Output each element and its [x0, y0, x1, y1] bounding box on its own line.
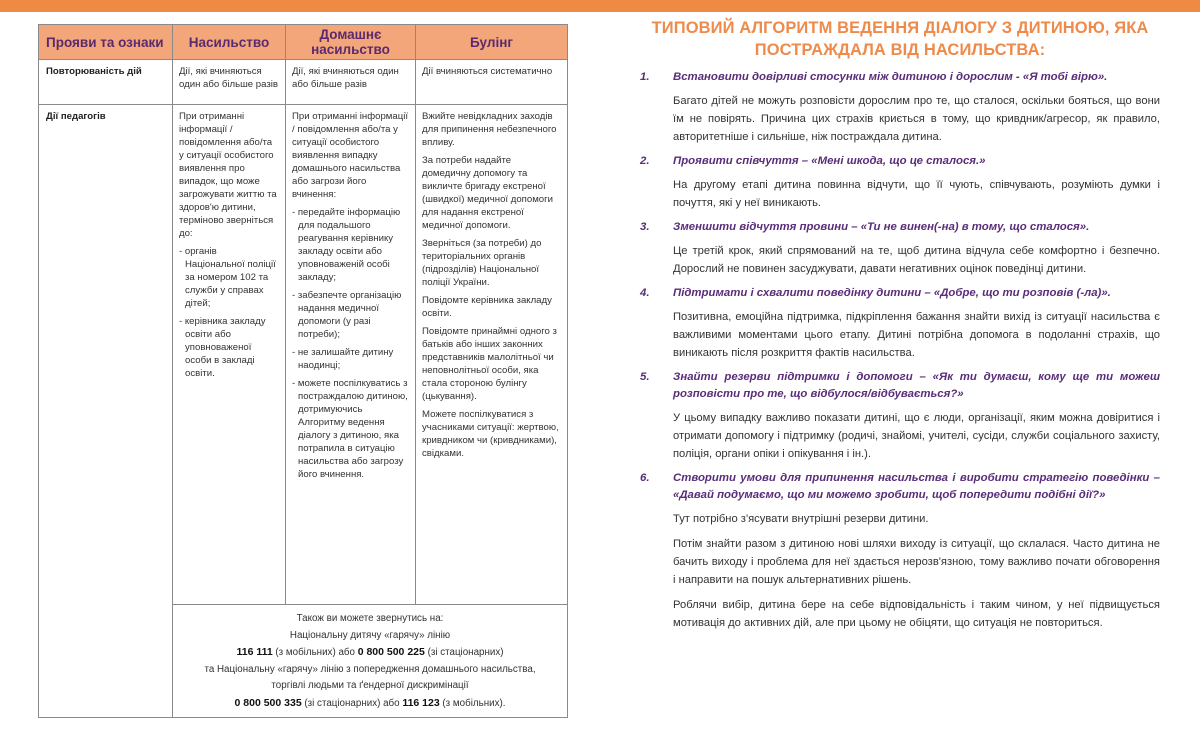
algorithm-step [640, 153, 1160, 212]
step-heading [640, 69, 1160, 86]
step-number: 2. [640, 155, 650, 167]
hotline-number: 0 800 500 335 [234, 696, 302, 709]
step-title: Підтримати і схвалити поведінку дитини – «Добре, що ти розповів (-ла)». [673, 287, 1111, 299]
step-paragraph: Позитивна, емоційна підтримка, підкріплення бажання знайти вихід із ситуації насильства є важливими моментами цього етапу. Дитині потрібна допомога в подоланні страхів, що виникають після розкриття фактів насильства. [673, 311, 1160, 359]
step-paragraph: У цьому випадку важливо показати дитині, що є люди, організації, яким можна довіритися і отримати допомогу і підтримку (родичі, знайомі, учителі, сусіди, служби соціального захисту, поліція, органи опіки і опікування і ін.). [673, 412, 1160, 460]
step-body [673, 242, 1160, 278]
comparison-table-page [38, 24, 567, 718]
cell-bullet: - передайте інформацію для подальшого реагування керівнику закладу освіти або уповноваженій особі закладу; [292, 207, 401, 283]
cell-paragraph: При отриманні інформації / повідомлення або/та у ситуації особистого виявлення про випадок, що може загрожувати життю та здоров'ю дитини, терміново зверніться до: [179, 111, 277, 239]
step-number: 1. [640, 71, 650, 83]
cell-bullet: - можете поспілкуватись з постраждалою дитиною, дотримуючись Алгоритму ведення діалогу з дитиною, яка потрапила в ситуацію насильства або загрозу його вчинення. [292, 378, 408, 480]
hotline-children-label: Національну дитячу «гарячу» лінію [289, 629, 451, 641]
step-title: Знайти резерви підтримки і допомоги – «Як ти думаєш, кому ще ти можеш розповісти про те, що відбулося/відбувається?» [673, 371, 1160, 400]
cell-violence-actions [173, 105, 286, 605]
cell-bullet: - керівника закладу освіти або уповноваженої особи в закладі освіти. [179, 316, 266, 379]
step-paragraph: Багато дітей не можуть розповісти дорослим про те, що сталося, оскільки бояться, що вони їм не повірять. Причина цих страхів криється в тому, що кривдник/агресор, як правило, авторитетніше і сильніше, ніж постраждала дитина. [673, 95, 1160, 143]
cell-paragraph: Зверніться (за потреби) до територіальних органів (підрозділів) Національної поліції України. [422, 238, 542, 288]
table-header-row [39, 25, 568, 60]
step-heading [640, 219, 1160, 236]
row-label-teacher-actions: Дії педагогів [39, 105, 173, 718]
step-title: Проявити співчуття – «Мені шкода, що це сталося.» [673, 155, 986, 167]
hotline-domestic-label-2: торгівлі людьми та ґендерної дискримінації [271, 680, 469, 691]
cell-domestic-actions [286, 105, 416, 605]
header-bullying: Булінг [416, 25, 568, 60]
algorithm-steps [640, 69, 1160, 632]
step-number: 3. [640, 221, 650, 233]
table-row [39, 105, 568, 605]
algorithm-title: ТИПОВИЙ АЛГОРИТМ ВЕДЕННЯ ДІАЛОГУ З ДИТИНОЮ, ЯКА ПОСТРАЖДАЛА ВІД НАСИЛЬСТВА: [651, 19, 1149, 59]
hotline-info [173, 605, 568, 718]
hotline-domestic-numbers [179, 695, 561, 713]
cell-paragraph: Вжийте невідкладних заходів для припинення небезпечного впливу. [422, 111, 557, 148]
step-title: Створити умови для припинення насильства і виробити стратегію поведінки – «Давай подумаємо, що ми можемо зробити, щоб попередити подібні дії?» [673, 472, 1160, 501]
step-heading [640, 470, 1160, 504]
step-paragraph: Роблячи вибір, дитина бере на себе відповідальність і таким чином, у неї підвищується мотивація до активних дій, але при цьому не обіцяти, що ситуація не повториться. [673, 599, 1160, 629]
hotline-number: 0 800 500 225 [357, 646, 425, 658]
top-orange-band [0, 0, 1200, 12]
step-body [673, 176, 1160, 212]
cell-paragraph: Можете поспілкуватися з учасниками ситуації: жертвою, кривдником чи (кривдниками), свідками. [422, 409, 559, 459]
hotline-text: (з мобільних) або [272, 647, 358, 658]
step-body [673, 308, 1160, 362]
step-heading [640, 153, 1160, 170]
dialogue-algorithm-page [640, 17, 1160, 639]
cell-bullying-repetition: Дії вчиняються систематично [416, 60, 568, 105]
step-paragraph: Тут потрібно з'ясувати внутрішні резерви дитини. [673, 513, 929, 525]
cell-domestic-repetition: Дії, які вчиняються один або більше разів [286, 60, 416, 105]
algorithm-step [640, 219, 1160, 278]
step-number: 5. [640, 371, 650, 383]
step-number: 4. [640, 287, 650, 299]
step-body [673, 92, 1160, 146]
comparison-table [38, 24, 568, 718]
cell-bullet: - органів Національної поліції за номером 102 та служби у справах дітей; [179, 246, 276, 309]
table-row [39, 60, 568, 105]
hotline-text: (з мобільних). [439, 697, 506, 709]
header-manifestations: Прояви та ознаки [39, 25, 173, 60]
row-label-repetition: Повторюваність дій [39, 60, 173, 105]
hotline-number: 116 111 [236, 646, 273, 658]
step-number: 6. [640, 472, 650, 484]
cell-paragraph: Повідомте принаймні одного з батьків або інших законних представників малолітньої чи неповнолітньої особи, яка стала стороною булінгу (цькування). [422, 326, 557, 402]
algorithm-step [640, 470, 1160, 632]
step-paragraph: На другому етапі дитина повинна відчути, що її чують, співчувають, розуміють думки і почуття, які у неї виникають. [673, 179, 1160, 209]
hotline-number: 116 123 [402, 696, 440, 709]
algorithm-step [640, 69, 1160, 146]
cell-paragraph: За потреби надайте домедичну допомогу та викличте бригаду екстреної (швидкої) медичної допомоги для надання екстреної медичної допомоги. [422, 155, 554, 231]
step-body [673, 510, 1160, 632]
cell-bullet: - не залишайте дитину наодинці; [292, 347, 394, 371]
hotline-intro: Також ви можете звернутись на: [296, 613, 444, 624]
hotline-text: (зі стаціонарних) або [301, 697, 403, 709]
hotline-children-numbers [179, 644, 561, 662]
step-body [673, 409, 1160, 463]
hotline-domestic-label: та Національну «гарячу» лінію з попередження домашнього насильства, [204, 663, 536, 675]
cell-paragraph: Повідомте керівника закладу освіти. [422, 295, 552, 319]
cell-violence-repetition: Дії, які вчиняються один або більше разів [173, 60, 286, 105]
algorithm-step [640, 285, 1160, 362]
step-title: Встановити довірливі стосунки між дитиною і дорослим - «Я тобі вірю». [673, 71, 1108, 83]
step-heading [640, 285, 1160, 302]
hotline-text: (зі стаціонарних) [424, 647, 504, 658]
step-paragraph: Це третій крок, який спрямований на те, щоб дитина відчула себе комфортно і безпечно. Дорослий не повинен засуджувати, давати негативних оцінок поведінці дитини. [673, 245, 1160, 275]
cell-paragraph: При отриманні інформації / повідомлення або/та у ситуації особистого виявлення випадку домашнього насильства або загрози його вчинення: [292, 111, 409, 200]
cell-bullying-actions [416, 105, 568, 605]
cell-bullet: - забезпечте організацію надання медичної допомоги (у разі потреби); [292, 290, 402, 340]
header-violence: Насильство [173, 25, 286, 60]
step-paragraph: Потім знайти разом з дитиною нові шляхи виходу із ситуації, що склалася. Часто дитина не бачить виходу і проблема для неї здається нерозв'язною, тому важливо почати обговорення і направити на пошук альтернативних рішень. [673, 538, 1160, 586]
step-title: Зменшити відчуття провини – «Ти не винен(-на) в тому, що сталося». [673, 221, 1090, 233]
algorithm-step [640, 369, 1160, 463]
header-domestic-violence: Домашнє насильство [286, 25, 416, 60]
step-heading [640, 369, 1160, 403]
